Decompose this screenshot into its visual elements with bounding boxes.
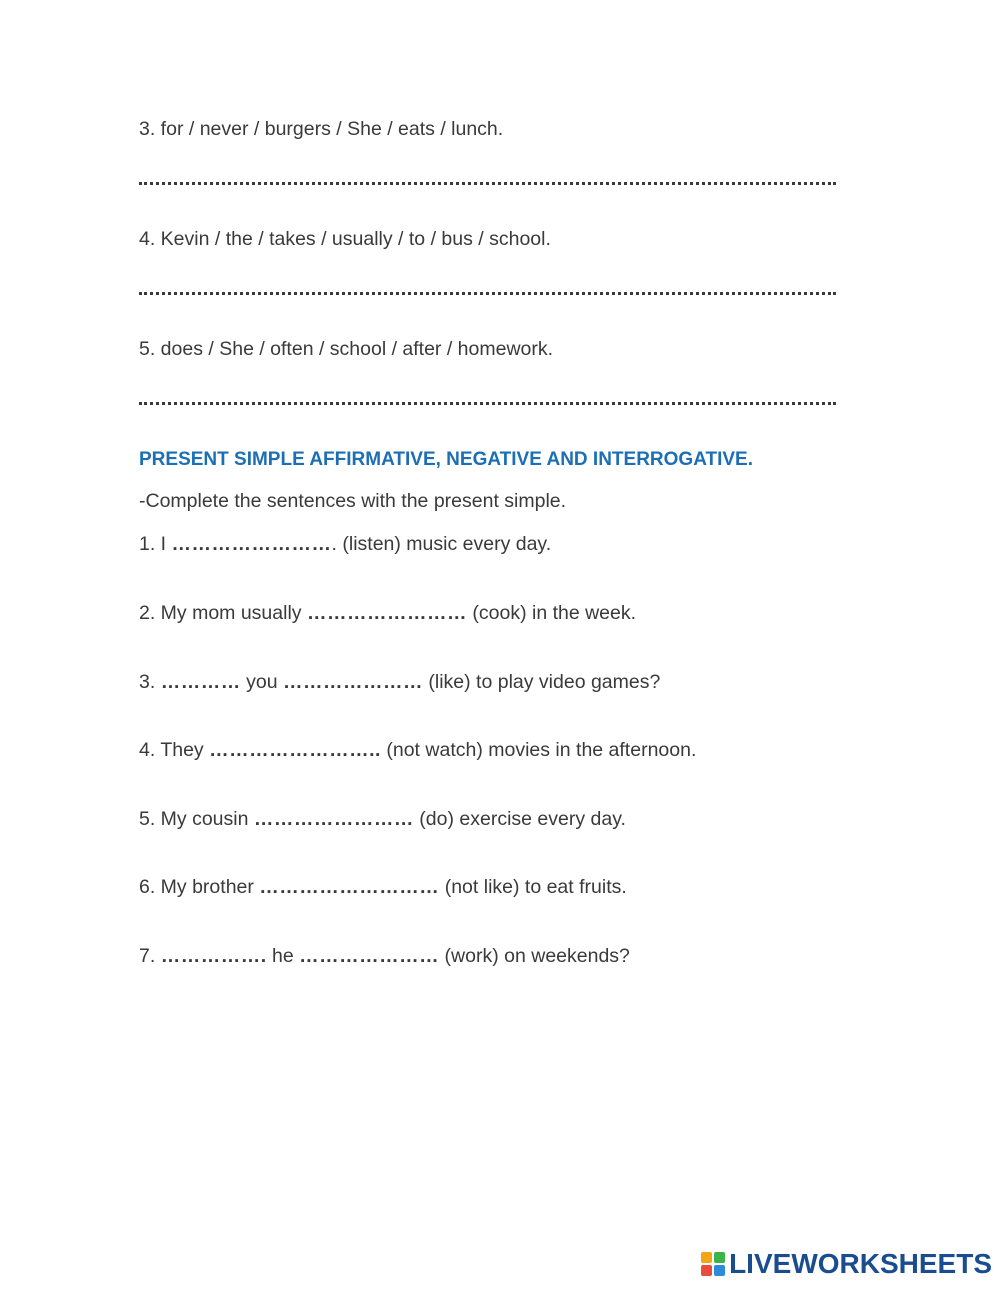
sentence-text: 3. [139,671,161,693]
answer-blank[interactable]: …………………… [253,808,414,830]
logo-badge-icon [701,1252,725,1276]
answer-line-5[interactable] [139,402,836,405]
section-heading: PRESENT SIMPLE AFFIRMATIVE, NEGATIVE AND INTERROGATIVE. [139,449,754,470]
answer-blank[interactable]: …………………….. [209,739,381,761]
sentence-text: he [266,945,300,967]
answer-blank[interactable]: ………………… [299,945,440,967]
answer-blank[interactable]: ………………… [282,671,423,693]
sentence-1 [139,535,551,555]
sentence-text: 2. My mom usually [139,602,307,624]
sentence-text: you [240,671,283,693]
answer-blank[interactable]: ………… [160,671,241,693]
sentence-text: . (listen) music every day. [331,533,552,555]
answer-blank[interactable]: …………………… [306,602,467,624]
sentence-text: 5. My cousin [139,808,254,830]
answer-line-3[interactable] [139,182,836,185]
sentence-text: 4. They [139,739,210,761]
reorder-item-5: 5. does / She / often / school / after / homework. [139,338,554,360]
answer-blank[interactable]: …………………… [171,533,332,555]
sentence-text: (work) on weekends? [439,945,630,967]
answer-blank[interactable]: ……………. [160,945,267,967]
sentence-text: 1. I [139,533,172,555]
logo-text: LIVEWORKSHEETS [729,1248,992,1279]
logo-badge-cell [701,1252,712,1263]
answer-blank[interactable]: ……………………… [259,876,440,898]
sentence-text: (like) to play video games? [422,671,661,693]
sentence-6 [139,878,627,898]
logo-badge-cell [714,1252,725,1263]
sentence-text: 7. [139,945,161,967]
logo-badge-cell [714,1265,725,1276]
sentence-text: (not watch) movies in the afternoon. [380,739,697,761]
sentence-3 [139,673,660,693]
liveworksheets-logo [701,1249,992,1279]
sentence-5 [139,810,626,830]
sentence-text: (do) exercise every day. [413,808,626,830]
sentence-text: (cook) in the week. [466,602,637,624]
reorder-item-4: 4. Kevin / the / takes / usually / to / bus / school. [139,228,551,250]
sentence-2 [139,604,636,624]
answer-line-4[interactable] [139,292,836,295]
logo-badge-cell [701,1265,712,1276]
sentence-text: (not like) to eat fruits. [439,876,627,898]
sentence-7 [139,947,630,967]
reorder-item-3: 3. for / never / burgers / She / eats / lunch. [139,118,504,140]
section-instruction: -Complete the sentences with the present simple. [139,490,567,512]
sentence-text: 6. My brother [139,876,260,898]
sentence-4 [139,741,696,761]
